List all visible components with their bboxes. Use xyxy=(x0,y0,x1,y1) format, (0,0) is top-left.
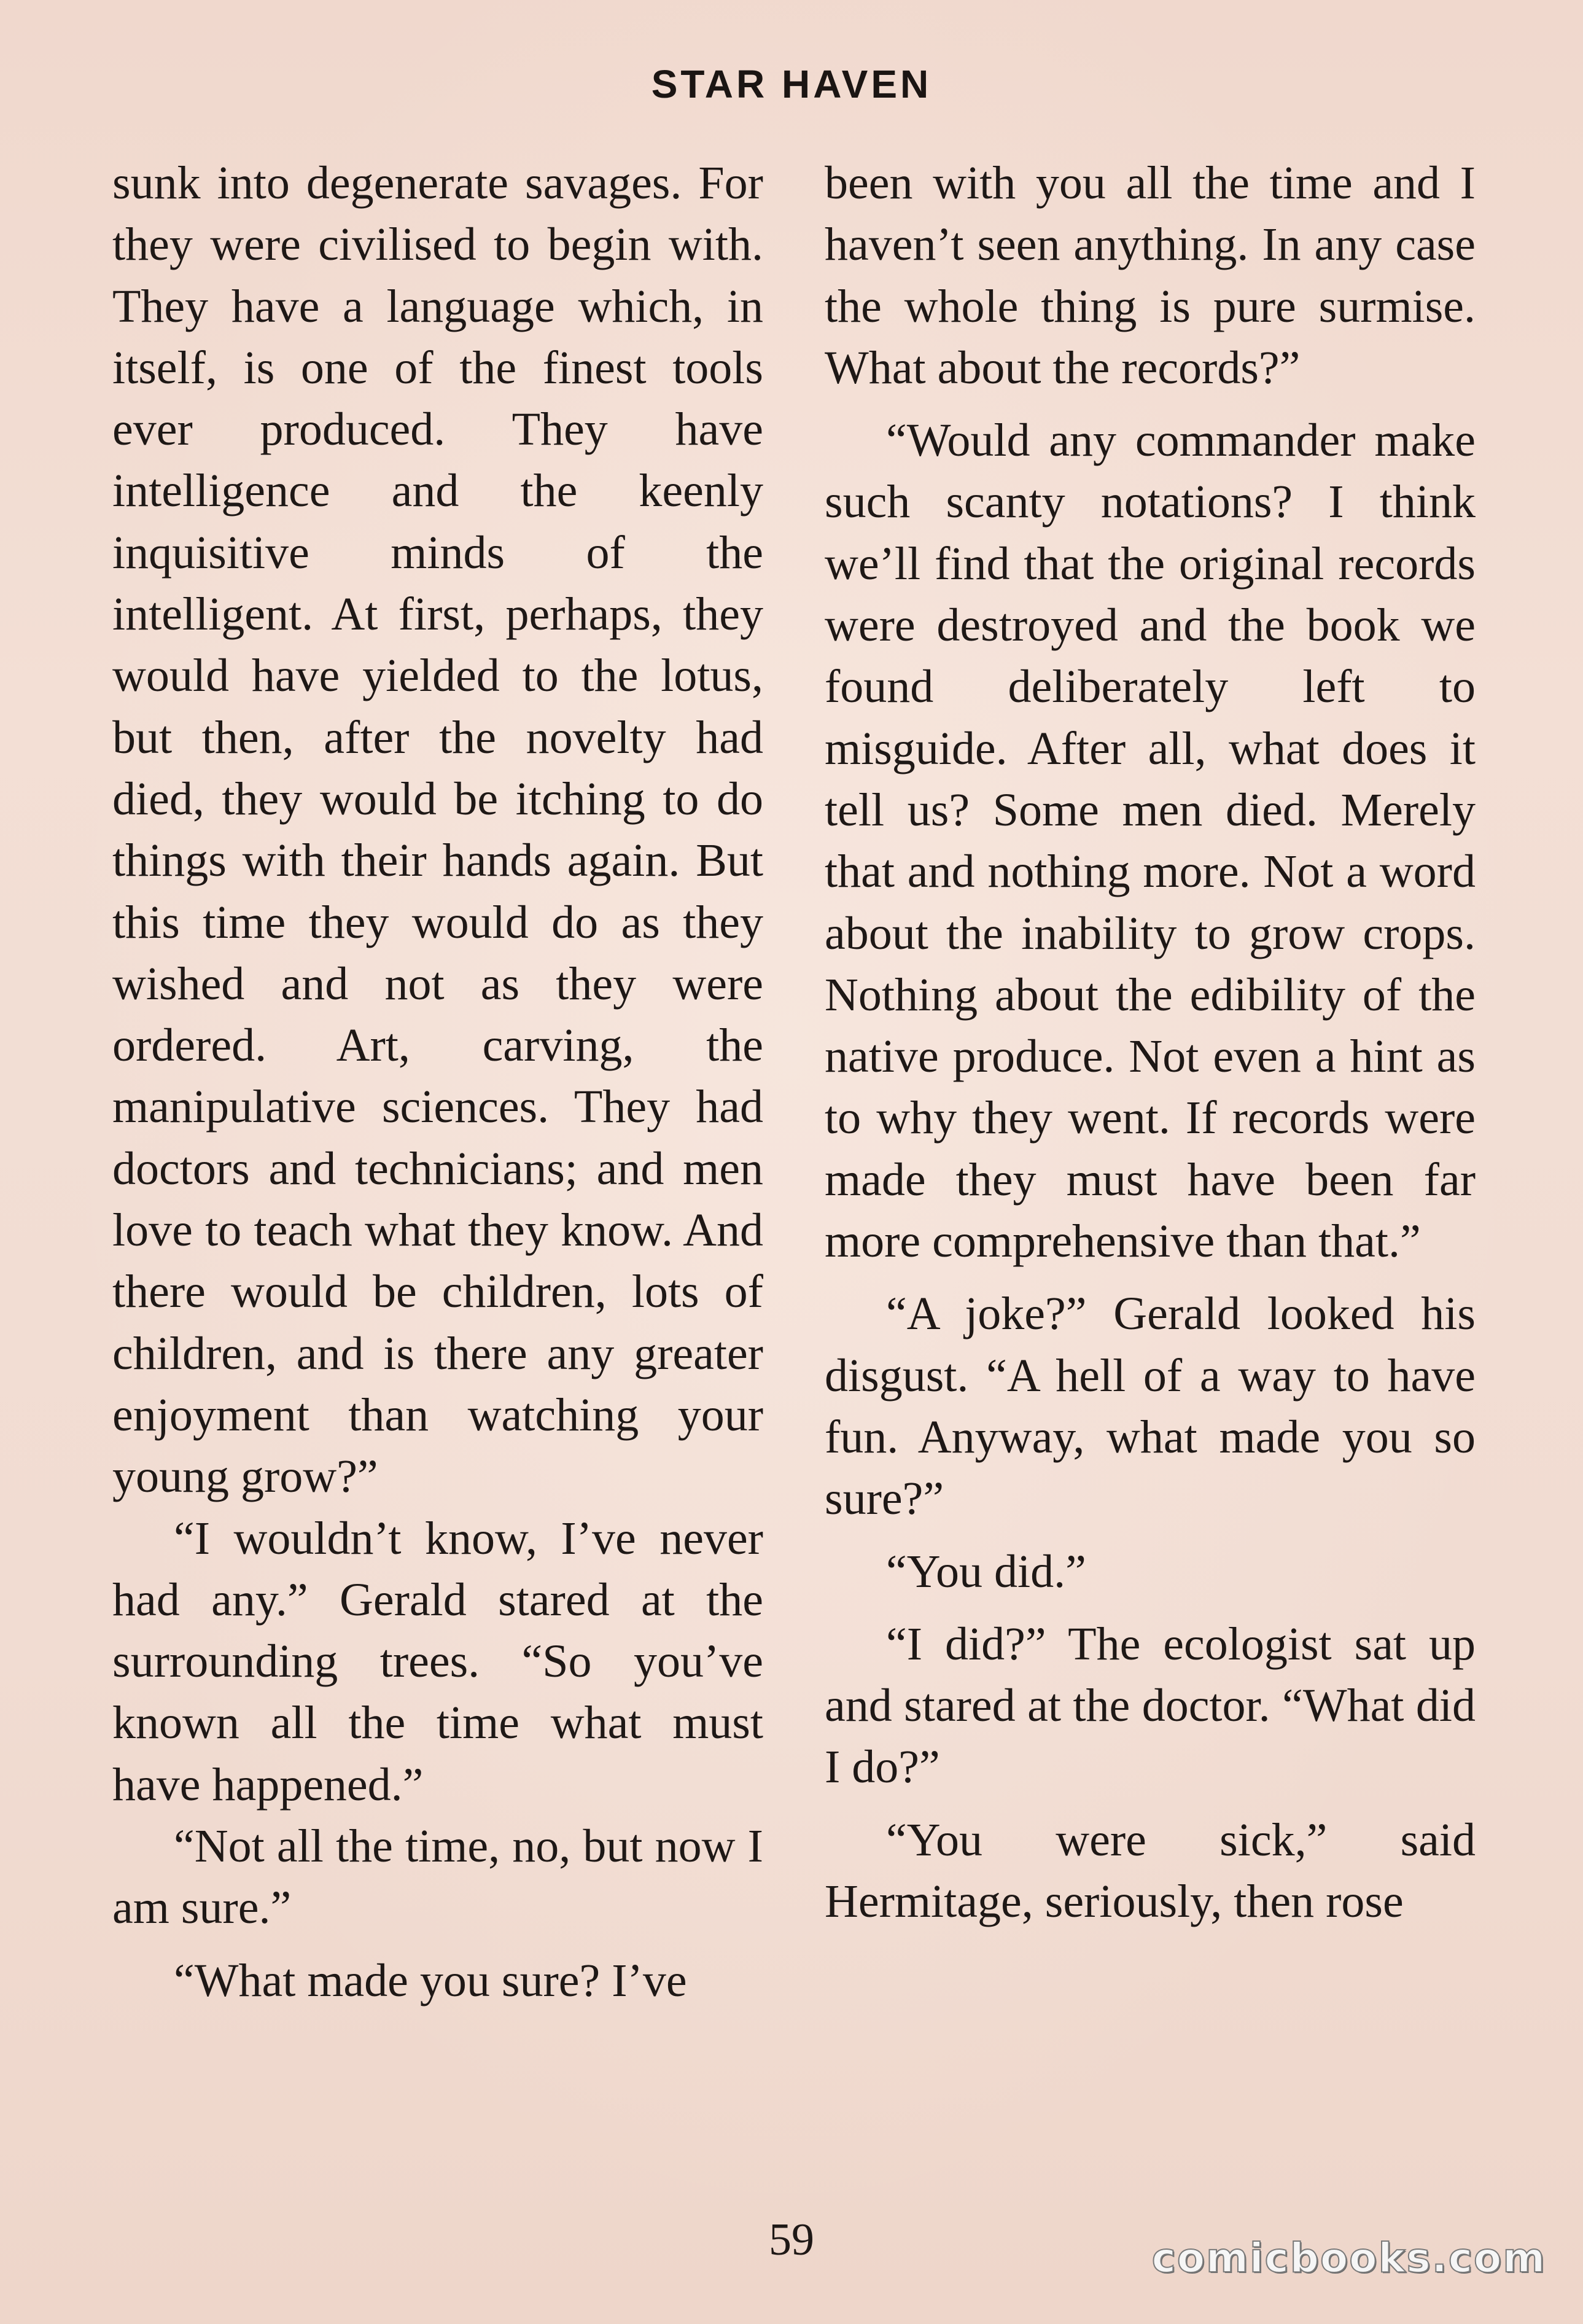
site-watermark: comicbooks.com xyxy=(1151,2234,1546,2282)
paragraph: “Not all the time, no, but now I am sure.” xyxy=(112,1820,763,1934)
paragraph: been with you all the time and I haven’t seen anything. In any case the whole thing is pure surmise. What about the records?” xyxy=(825,157,1476,394)
running-title: STAR HAVEN xyxy=(651,62,932,106)
paragraph: “I wouldn’t know, I’ve never had any.” Gerald stared at the surrounding trees. “So you’ve known all the time what must have happened.” xyxy=(112,1512,763,1811)
paragraph: “I did?” The ecologist sat up and stared at the doctor. “What did I do?” xyxy=(825,1618,1476,1793)
paragraph: “What made you sure? I’ve xyxy=(174,1954,687,2006)
paragraph: “A joke?” Gerald looked his disgust. “A hell of a way to have fun. Anyway, what made you so sure?” xyxy=(825,1288,1476,1525)
left-column xyxy=(112,152,763,2011)
paragraph: “Would any commander make such scanty notations? I think we’ll find that the original records were destroyed and the book we found deliberately left to misguide. After all, what does it tell us? Some men died. Merely that and nothing more. Not a word about the inability to grow crops. Nothing about the edibility of the native produce. Not even a hint as to why they went. If records were made they must have been far more comprehensive than that.” xyxy=(825,415,1476,1268)
paragraph: “You did.” xyxy=(886,1545,1086,1597)
paragraph: sunk into degenerate savages. For they were civilised to begin with. They have a language which, in itself, is one of the finest tools ever produced. They have intelligence and the keenly inquisitive minds of the intelligent. At first, perhaps, they would have yielded to the lotus, but then, after the novelty had died, they would be itching to do things with their hands again. But this time they would do as they wished and not as they were ordered. Art, carving, the manipulative sciences. They had doctors and technicians; and men love to teach what they know. And there would be children, lots of children, and is there any greater enjoyment than watching your young grow?” xyxy=(112,157,763,1503)
page-number: 59 xyxy=(769,2215,814,2265)
right-column xyxy=(825,152,1476,1932)
paragraph: “You were sick,” said Hermitage, seriously, then rose xyxy=(825,1814,1476,1928)
